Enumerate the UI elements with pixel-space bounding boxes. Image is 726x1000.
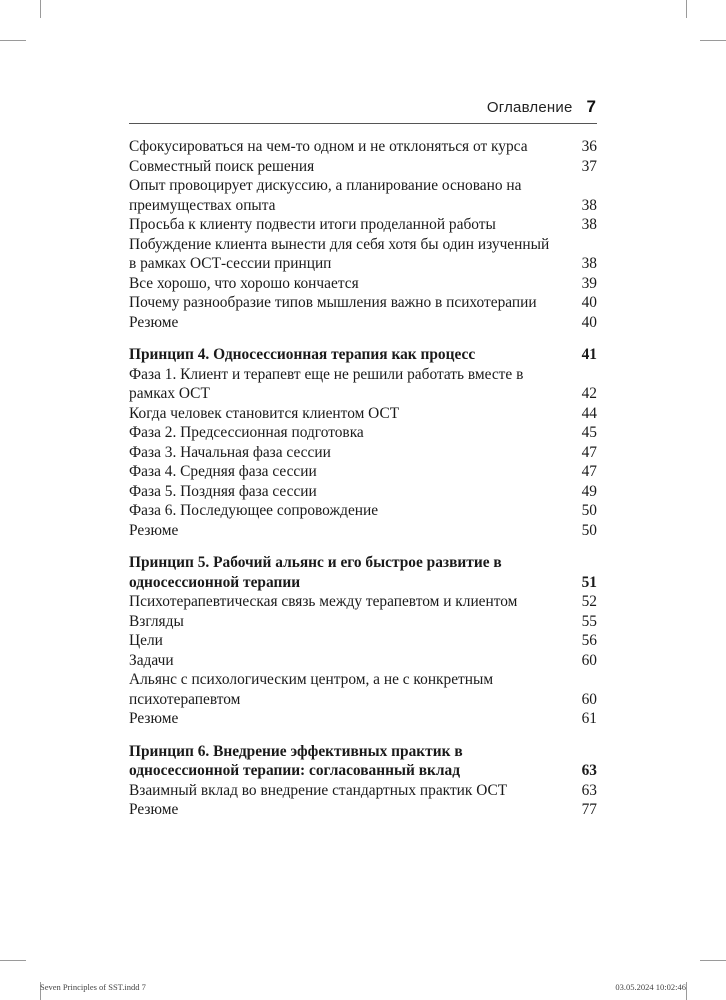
crop-mark — [0, 960, 26, 961]
print-slug-timestamp: 03.05.2024 10:02:46 — [615, 982, 686, 992]
toc-entry-page: 50 — [581, 521, 597, 539]
toc-entry-title: Резюме — [129, 521, 179, 539]
print-slug-file: Seven Principles of SST.indd 7 — [40, 982, 146, 992]
toc-chapter-heading[interactable] — [129, 742, 597, 781]
toc-entry-page: 50 — [581, 502, 597, 519]
toc-entry[interactable] — [129, 501, 597, 521]
toc-entry-title: Сфокусироваться на чем-то одном и не отклоняться от курса — [129, 138, 528, 155]
toc-entry-page: 60 — [581, 690, 597, 708]
toc-entry-title: Фаза 6. Последующее сопровождение — [129, 502, 379, 519]
crop-mark — [686, 0, 687, 18]
toc-chapter-heading[interactable] — [129, 345, 597, 365]
toc-entry-title: Фаза 5. Поздняя фаза сессии — [129, 482, 317, 500]
toc-entry[interactable] — [129, 521, 597, 541]
header-rule — [129, 123, 597, 124]
toc-entry[interactable] — [129, 670, 597, 709]
crop-mark — [700, 960, 726, 961]
toc-entry-page: 45 — [581, 424, 597, 441]
toc-entry-page: 56 — [581, 632, 597, 649]
toc-entry-page: 41 — [581, 346, 597, 363]
toc-entry-page: 42 — [581, 385, 597, 402]
toc-entry-title: Совместный поиск решения — [129, 157, 315, 175]
toc-entry-page: 39 — [581, 274, 597, 292]
running-head-title: Оглавление — [486, 99, 573, 116]
toc-entry[interactable] — [129, 215, 597, 235]
toc-entry[interactable] — [129, 781, 597, 801]
crop-mark — [40, 0, 41, 18]
toc-entry-page: 38 — [581, 255, 597, 272]
toc-entry-page: 47 — [581, 463, 597, 480]
toc-entry-page: 40 — [581, 294, 597, 311]
toc-entry-page: 51 — [581, 573, 597, 591]
toc-entry-title: Цели — [129, 632, 163, 649]
toc-entry-page: 77 — [581, 801, 597, 818]
toc-entry-page: 36 — [581, 138, 597, 155]
toc-entry[interactable] — [129, 157, 597, 177]
toc-entry-title: Психотерапевтическая связь между терапевтом и клиентом — [129, 593, 518, 610]
toc-entry-page: 38 — [581, 196, 597, 214]
toc-entry-title: Принцип 4. Односессионная терапия как процесс — [129, 346, 476, 363]
toc-entry-page: 37 — [581, 157, 597, 175]
toc-entry[interactable] — [129, 176, 597, 215]
toc-entry-page: 60 — [581, 651, 597, 669]
table-of-contents — [129, 137, 597, 820]
toc-entry[interactable] — [129, 293, 597, 313]
toc-entry-title: Альянс с психологическим центром, а не с конкретным психотерапевтом — [129, 671, 494, 708]
toc-entry-page: 52 — [581, 593, 597, 610]
toc-entry[interactable] — [129, 404, 597, 424]
toc-entry[interactable] — [129, 365, 597, 404]
toc-entry-title: Резюме — [129, 801, 179, 818]
toc-entry-page: 44 — [581, 404, 597, 422]
toc-entry[interactable] — [129, 651, 597, 671]
toc-entry[interactable] — [129, 631, 597, 651]
toc-entry-page: 61 — [581, 710, 597, 727]
toc-entry-page: 55 — [581, 612, 597, 630]
toc-entry-title: Резюме — [129, 710, 179, 727]
toc-entry-title: Фаза 4. Средняя фаза сессии — [129, 463, 317, 480]
toc-entry-title: Фаза 1. Клиент и терапевт еще не решили работать вместе в рамках ОСТ — [129, 365, 524, 402]
toc-entry-title: Побуждение клиента вынести для себя хотя бы один изученный в рамках ОСТ-сессии принцип — [129, 235, 550, 272]
toc-entry[interactable] — [129, 423, 597, 443]
toc-entry-page: 40 — [581, 313, 597, 331]
toc-chapter-heading[interactable] — [129, 553, 597, 592]
toc-entry[interactable] — [129, 800, 597, 820]
toc-entry[interactable] — [129, 235, 597, 274]
toc-entry[interactable] — [129, 443, 597, 463]
toc-entry[interactable] — [129, 313, 597, 333]
toc-entry-page: 49 — [581, 482, 597, 500]
toc-entry-title: Просьба к клиенту подвести итоги проделанной работы — [129, 216, 496, 233]
toc-entry[interactable] — [129, 274, 597, 294]
toc-entry[interactable] — [129, 592, 597, 612]
crop-mark — [0, 40, 26, 41]
running-head — [487, 97, 596, 117]
toc-entry-title: Фаза 3. Начальная фаза сессии — [129, 443, 331, 461]
toc-entry-title: Резюме — [129, 313, 179, 331]
page-number: 7 — [586, 97, 596, 116]
toc-entry-title: Когда человек становится клиентом ОСТ — [129, 404, 400, 422]
toc-entry-page: 38 — [581, 216, 597, 233]
toc-entry-title: Принцип 5. Рабочий альянс и его быстрое развитие в односессионной терапии — [129, 554, 502, 591]
toc-entry[interactable] — [129, 612, 597, 632]
toc-entry[interactable] — [129, 482, 597, 502]
toc-entry-title: Задачи — [129, 651, 174, 669]
toc-entry-title: Почему разнообразие типов мышления важно в психотерапии — [129, 294, 537, 311]
toc-entry-title: Принцип 6. Внедрение эффективных практик в односессионной терапии: согласованный вклад — [129, 742, 463, 779]
toc-entry-title: Фаза 2. Предсессионная подготовка — [129, 424, 364, 441]
print-slug — [0, 982, 726, 996]
toc-entry[interactable] — [129, 137, 597, 157]
toc-entry-page: 47 — [581, 443, 597, 461]
toc-entry-page: 63 — [581, 781, 597, 799]
toc-entry-title: Опыт провоцирует дискуссию, а планирование основано на преимуществах опыта — [129, 177, 522, 214]
toc-entry-page: 63 — [581, 762, 597, 779]
toc-entry[interactable] — [129, 709, 597, 729]
toc-entry-title: Взгляды — [129, 612, 184, 630]
toc-entry-title: Все хорошо, что хорошо кончается — [129, 274, 359, 292]
toc-entry[interactable] — [129, 462, 597, 482]
toc-entry-title: Взаимный вклад во внедрение стандартных практик ОСТ — [129, 781, 508, 799]
crop-mark — [700, 40, 726, 41]
